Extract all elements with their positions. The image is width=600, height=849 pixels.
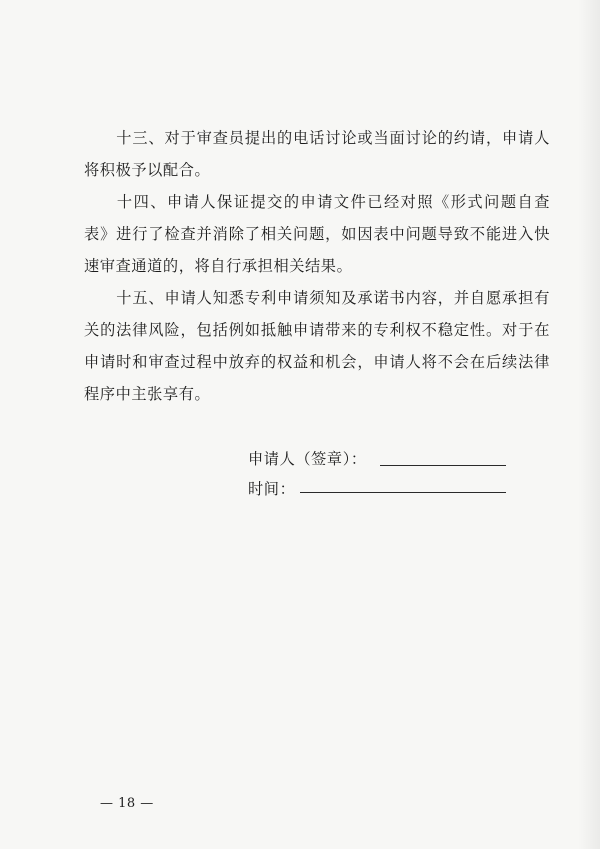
applicant-signature-line xyxy=(380,465,506,466)
clause-14 xyxy=(84,186,550,282)
clause-15-text: 十五、申请人知悉专利申请须知及承诺书内容，并自愿承担有关的法律风险，包括例如抵触申请带来的专利权不稳定性。对于在申请时和审查过程中放弃的权益和机会，申请人将不会在后续法律程序中主张享有。 xyxy=(84,289,550,403)
time-label: 时间： xyxy=(248,480,296,498)
applicant-signature-label: 申请人（签章）： xyxy=(248,450,367,468)
clause-13 xyxy=(84,122,550,186)
time-signature-line xyxy=(300,492,506,493)
clause-14-text: 十四、申请人保证提交的申请文件已经对照《形式问题自查表》进行了检查并消除了相关问题，如因表中问题导致不能进入快速审查通道的，将自行承担相关结果。 xyxy=(84,193,550,275)
page-edge-shadow xyxy=(578,0,600,849)
clause-13-text: 十三、对于审查员提出的电话讨论或当面讨论的约请，申请人将积极予以配合。 xyxy=(84,129,550,179)
clause-15 xyxy=(84,282,550,410)
page-number: — 18 — xyxy=(100,796,154,811)
